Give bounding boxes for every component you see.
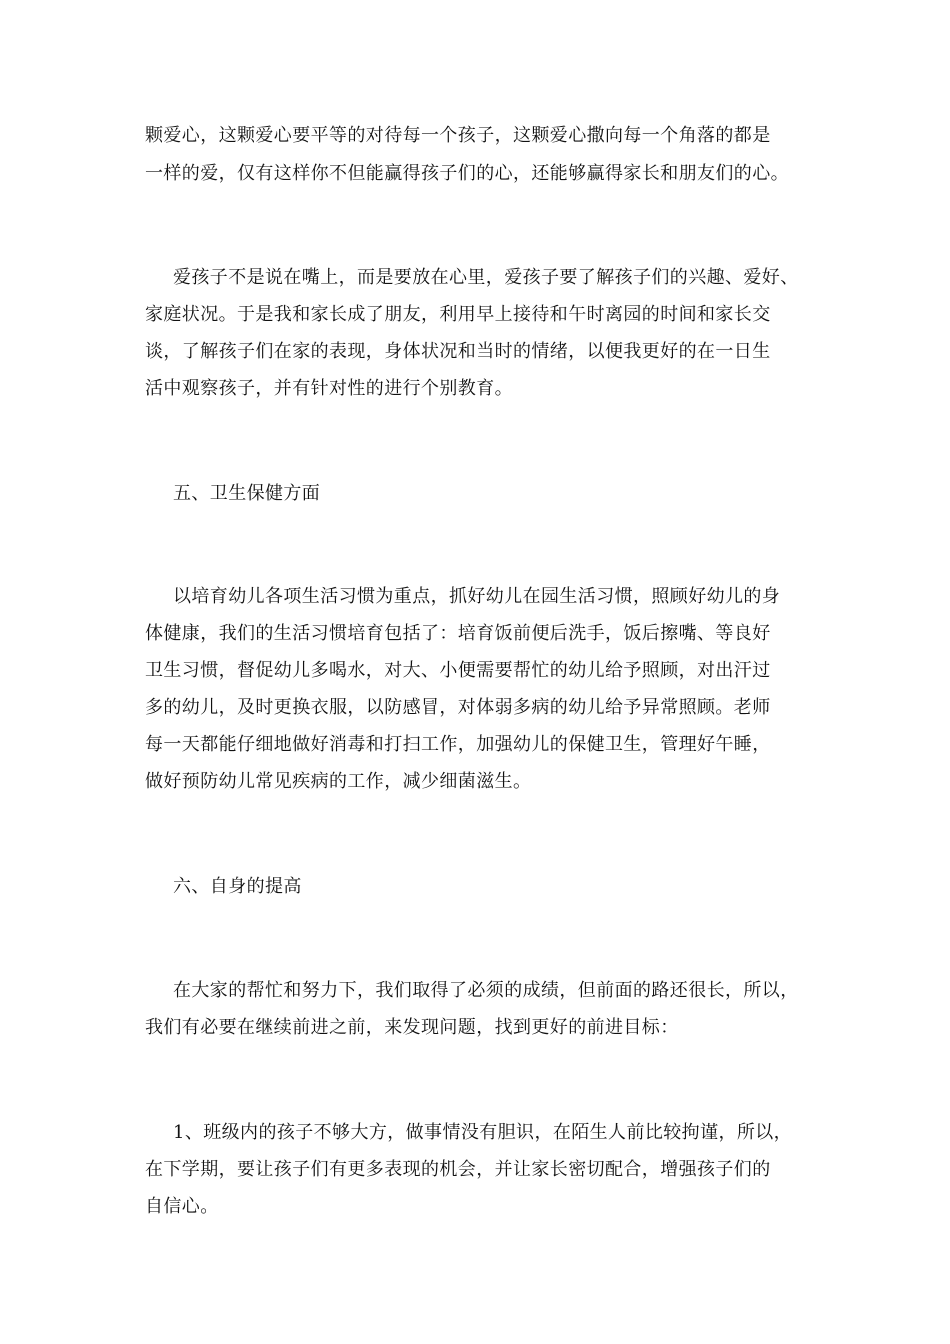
paragraph-line: 爱孩子不是说在嘴上，而是要放在心里，爱孩子要了解孩子们的兴趣、爱好、 — [173, 267, 799, 288]
paragraph-line: 在大家的帮忙和努力下，我们取得了必须的成绩，但前面的路还很长，所以， — [173, 980, 799, 1001]
paragraph-line: 一样的爱，仅有这样你不但能赢得孩子们的心，还能够赢得家长和朋友们的心。 — [145, 163, 789, 184]
section-heading: 五、卫生保健方面 — [173, 483, 321, 504]
paragraph-line: 活中观察孩子，并有针对性的进行个别教育。 — [145, 378, 513, 399]
paragraph-line: 多的幼儿，及时更换衣服，以防感冒，对体弱多病的幼儿给予异常照顾。老师 — [145, 697, 771, 718]
list-item-line: 1、班级内的孩子不够大方，做事情没有胆识，在陌生人前比较拘谨，所以， — [173, 1122, 793, 1143]
paragraph-line: 家庭状况。于是我和家长成了朋友，利用早上接待和午时离园的时间和家长交 — [145, 304, 771, 325]
paragraph-line: 我们有必要在继续前进之前，来发现问题，找到更好的前进目标： — [145, 1017, 679, 1038]
paragraph-line: 谈，了解孩子们在家的表现，身体状况和当时的情绪，以便我更好的在一日生 — [145, 341, 771, 362]
paragraph-line: 以培育幼儿各项生活习惯为重点，抓好幼儿在园生活习惯，照顾好幼儿的身 — [173, 586, 781, 607]
paragraph-line: 卫生习惯，督促幼儿多喝水，对大、小便需要帮忙的幼儿给予照顾，对出汗过 — [145, 660, 771, 681]
paragraph-line: 体健康，我们的生活习惯培育包括了：培育饭前便后洗手，饭后擦嘴、等良好 — [145, 623, 771, 644]
paragraph-line: 每一天都能仔细地做好消毒和打扫工作，加强幼儿的保健卫生，管理好午睡， — [145, 734, 771, 755]
paragraph-line: 做好预防幼儿常见疾病的工作，减少细菌滋生。 — [145, 771, 532, 792]
paragraph-line: 颗爱心，这颗爱心要平等的对待每一个孩子，这颗爱心撒向每一个角落的都是 — [145, 125, 771, 146]
list-item-line: 自信心。 — [145, 1196, 219, 1217]
section-heading: 六、自身的提高 — [173, 876, 302, 897]
list-item-line: 在下学期，要让孩子们有更多表现的机会，并让家长密切配合，增强孩子们的 — [145, 1159, 771, 1180]
